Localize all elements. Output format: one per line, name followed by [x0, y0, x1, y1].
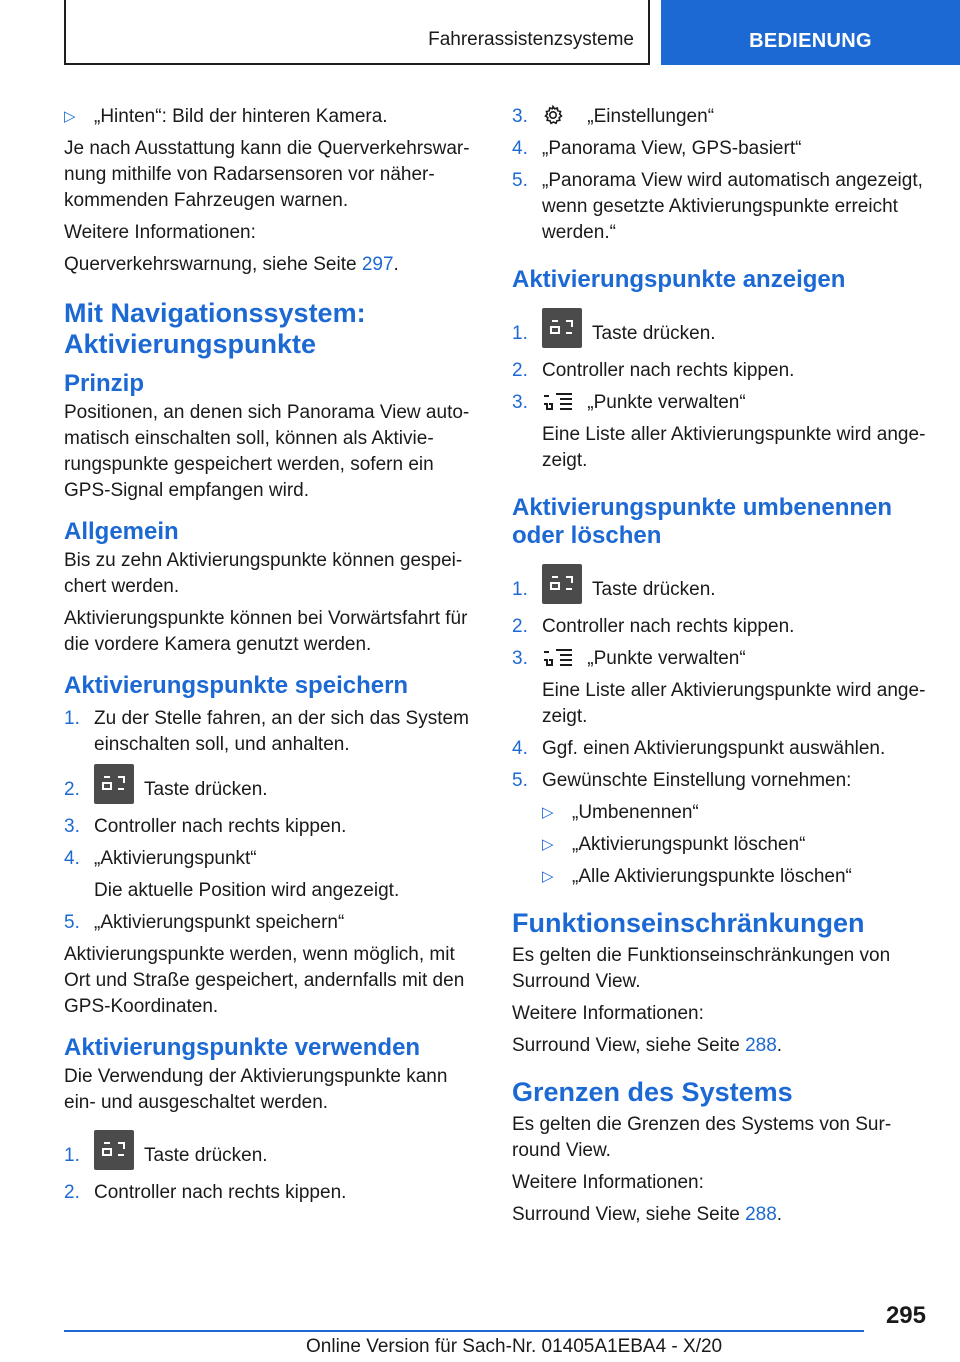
list-item: 3. „Punkte verwalten“: [512, 648, 746, 669]
list-item: ▷ „Aktivierungspunkt löschen“: [542, 832, 932, 858]
gear-icon: [542, 104, 576, 126]
page-link[interactable]: 288: [745, 1204, 777, 1225]
camera-view-button-icon: [94, 764, 134, 804]
list-item: 1. Taste drücken.: [512, 564, 932, 610]
list-item: 4. „Aktivierungspunkt“: [64, 848, 257, 869]
list-item: 5. Gewünschte Einstellung vornehmen:: [512, 770, 852, 791]
triangle-right-icon: ▷: [542, 836, 554, 853]
camera-view-button-icon: [542, 564, 582, 604]
triangle-right-icon: ▷: [542, 868, 554, 885]
paragraph: Je nach Ausstattung kann die Querverkehrswarnung mithilfe von Radarsensoren vor näherkommenden Fahrzeugen warnen.: [64, 138, 470, 211]
page-link[interactable]: 288: [745, 1035, 777, 1056]
page-link[interactable]: 297: [361, 254, 394, 275]
paragraph: Weitere Informationen:: [64, 222, 256, 243]
subsection-heading: Aktivierungspunkte verwenden: [64, 1034, 421, 1061]
subsection-heading: Allgemein: [64, 518, 179, 545]
list-item: 5. „Aktivierungspunkt speichern“: [64, 912, 345, 933]
paragraph: Aktivierungspunkte werden, wenn möglich, mit Ort und Straße gespeichert, andernfalls mit den GPS-Koordinaten.: [64, 944, 465, 1017]
step-description: Die aktuelle Position wird angezeigt.: [94, 880, 400, 901]
list-item: 2. Controller nach rechts kippen.: [64, 1182, 347, 1203]
list-item: 1. Zu der Stelle fahren, an der sich das System einschalten soll, und anhalten.: [64, 708, 469, 755]
left-column: [64, 104, 476, 1212]
list-item: 1. Taste drücken.: [512, 308, 932, 354]
right-column: [512, 104, 932, 1234]
list-item: 2. Controller nach rechts kippen.: [512, 360, 795, 381]
step-description: Eine Liste aller Aktivierungspunkte wird angezeigt.: [542, 680, 926, 727]
paragraph: Es gelten die Funktionseinschränkungen von Surround View.: [512, 945, 891, 992]
subsection-heading: Aktivierungspunkte speichern: [64, 672, 409, 699]
list-item: 4. Ggf. einen Aktivierungspunkt auswählen.: [512, 738, 886, 759]
list-item: 2. Taste drücken.: [64, 764, 476, 810]
paragraph: Die Verwendung der Aktivierungspunkte kann ein- und ausgeschaltet werden.: [64, 1066, 448, 1113]
list-item: 3. „Einstellungen“: [512, 106, 715, 127]
footer-text: Online Version für Sach-Nr. 01405A1EBA4 - X/20: [306, 1336, 723, 1357]
list-item: [64, 104, 476, 130]
paragraph: Querverkehrswarnung, siehe Seite 297.: [64, 254, 399, 275]
subsection-heading: Aktivierungspunkte umbenennen oder löschen: [512, 494, 893, 549]
bullet-text: „Hinten“: Bild der hinteren Kamera.: [94, 106, 388, 127]
page-number: 295: [885, 1302, 926, 1329]
subsection-heading: Aktivierungspunkte anzeigen: [512, 266, 846, 293]
list-item: 1. Taste drücken.: [64, 1130, 476, 1176]
footer-divider: [64, 1330, 864, 1332]
paragraph: Positionen, an denen sich Panorama View automatisch einschalten soll, können als Aktivierungspunkte gespeichert werden, sofern ein GPS-Signal empfangen wird.: [64, 402, 470, 501]
list-item: ▷ „Umbenennen“: [542, 800, 932, 826]
paragraph: Surround View, siehe Seite 288.: [512, 1035, 783, 1056]
manage-points-icon: [542, 390, 576, 412]
section-heading: Funktionseinschränkungen: [512, 908, 865, 938]
paragraph: Surround View, siehe Seite 288.: [512, 1204, 783, 1225]
header-chapter-tab: [661, 0, 960, 65]
subsection-heading: Prinzip: [64, 370, 145, 397]
triangle-right-icon: ▷: [64, 108, 76, 125]
list-item: ▷ „Alle Aktivierungspunkte löschen“: [542, 864, 932, 890]
paragraph: Bis zu zehn Aktivierungspunkte können gespeichert werden.: [64, 550, 463, 597]
camera-view-button-icon: [94, 1130, 134, 1170]
section-heading: Grenzen des Systems: [512, 1077, 793, 1107]
header-section-title: Fahrerassistenzsysteme: [428, 29, 634, 50]
section-heading: Mit Navigationssystem: Aktivierungspunkte: [64, 298, 366, 359]
header-section-tab: [64, 0, 650, 65]
list-item: 4. „Panorama View, GPS-basiert“: [512, 138, 802, 159]
triangle-right-icon: ▷: [542, 804, 554, 821]
list-item: 5. „Panorama View wird automatisch angezeigt, wenn gesetzte Aktivierungspunkte erreicht werden.“: [512, 170, 923, 243]
list-item: 3. „Punkte verwalten“: [512, 392, 746, 413]
camera-view-button-icon: [542, 308, 582, 348]
list-item: 3. Controller nach rechts kippen.: [64, 816, 347, 837]
paragraph: Aktivierungspunkte können bei Vorwärtsfahrt für die vordere Kamera genutzt werden.: [64, 608, 468, 655]
paragraph: Weitere Informationen:: [512, 1003, 704, 1024]
list-item: 2. Controller nach rechts kippen.: [512, 616, 795, 637]
header-chapter-title: BEDIENUNG: [749, 30, 872, 52]
step-description: Eine Liste aller Aktivierungspunkte wird angezeigt.: [542, 424, 926, 471]
paragraph: Es gelten die Grenzen des Systems von Surround View.: [512, 1114, 892, 1161]
paragraph: Weitere Informationen:: [512, 1172, 704, 1193]
manage-points-icon: [542, 646, 576, 668]
